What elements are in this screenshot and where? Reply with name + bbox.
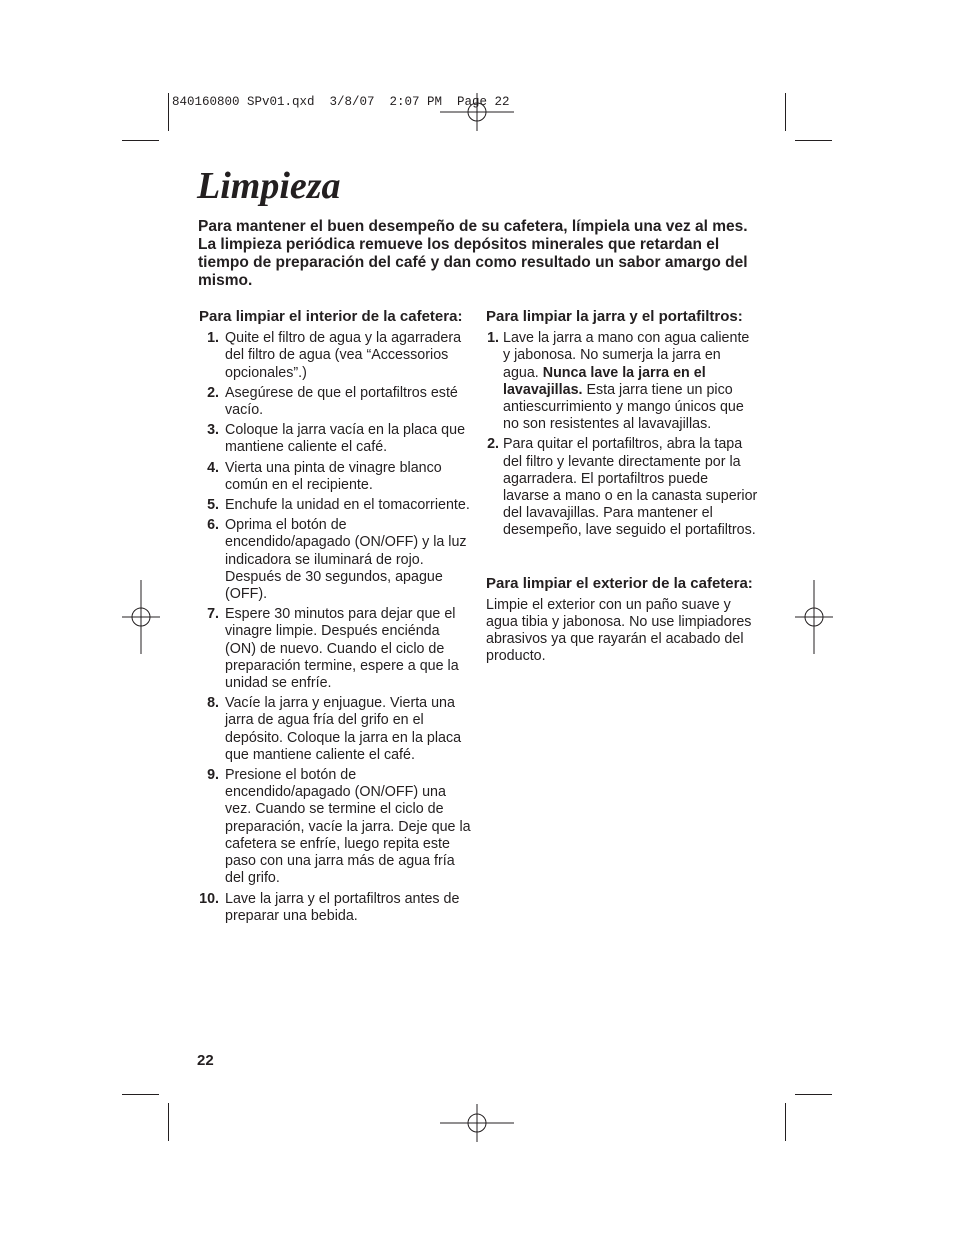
list-item [199,422,471,456]
exterior-paragraph: Limpie el exterior con un paño suave y agua tibia y jabonosa. No use limpiadores abrasivos ya que rayarán el acabado del producto. [486,596,752,665]
step-text: Lave la jarra y el portafiltros antes de preparar una bebida. [225,890,460,924]
step-number: 4. [207,459,219,476]
list-item [199,606,471,692]
list-item [199,385,471,419]
list-item [486,436,758,539]
step-text-continued: Esta jarra tiene un pico antiescurrimiento y mango únicos que no son resistentes al lavavajillas. [503,381,744,433]
intro-paragraph: Para mantener el buen desempeño de su cafetera, límpiela una vez al mes. La limpieza periódica remueve los depósitos minerales que retardan el tiempo de preparación del café y dan como resultado un sabor amargo del mismo. [198,218,748,289]
carafe-heading: Para limpiar la jarra y el portafiltros: [486,308,743,325]
step-number: 2. [207,384,219,401]
crop-mark-bottom-left-horizontal [122,1094,159,1095]
step-text: Para quitar el portafiltros, abra la tapa del filtro y levante directamente por la agarradera. El portafiltros puede lavarse a mano o en la canasta superior del lavavajillas. Para mantener el desempeño, lave seguido el portafiltros. [503,436,758,539]
list-item [199,460,471,494]
list-item [199,891,471,925]
list-item [199,497,471,514]
list-item [199,767,471,887]
exterior-cleaning-section [486,575,758,666]
crop-mark-top-right-horizontal [795,140,832,141]
carafe-steps-list [486,330,758,539]
registration-mark-right-icon [795,580,833,654]
registration-mark-top-icon [440,93,514,131]
carafe-cleaning-section [486,308,758,666]
step-text: Quite el filtro de agua y la agarradera del filtro de agua (vea “Accessorios opcionales”.) [225,330,462,381]
print-slug-line: 840160800 SPv01.qxd 3/8/07 2:07 PM Page 22 [172,95,510,109]
crop-mark-top-left-horizontal [122,140,159,141]
list-item [486,330,758,433]
step-text: Presione el botón de encendido/apagado (ON/OFF) una vez. Cuando se termine el ciclo de preparación, vacíe la jarra. Deje que la cafetera se enfríe, luego repita este paso con una jarra más de agua fría del grifo. [225,767,471,887]
step-number: 9. [207,767,219,784]
step-text: Oprima el botón de encendido/apagado (ON/OFF) y la luz indicadora se iluminará de rojo. Después de 30 segundos, apague (OFF). [225,517,467,603]
step-number: 3. [207,422,219,439]
registration-mark-bottom-icon [440,1104,514,1142]
step-text: Espere 30 minutos para dejar que el vinagre limpie. Después enciénda (ON) de nuevo. Cuando el ciclo de preparación termine, espere a que la unidad se enfríe. [225,606,459,692]
step-number: 7. [207,606,219,623]
step-text: Asegúrese de que el portafiltros esté vacío. [225,384,458,419]
step-text: Lave la jarra a mano con agua caliente y jabonosa. No sumerja la jarra en agua. [503,330,750,381]
step-number: 10. [199,890,219,907]
interior-steps-list [199,330,471,925]
crop-mark-top-left-vertical [168,93,169,131]
crop-mark-bottom-left-vertical [168,1103,169,1141]
page-number: 22 [197,1052,214,1069]
warning-text: Nunca lave la jarra en el lavavajillas. [503,364,706,398]
step-text: Vierta una pinta de vinagre blanco común en el recipiente. [225,459,442,493]
crop-mark-bottom-right-horizontal [795,1094,832,1095]
list-item [199,695,471,764]
step-number: 5. [207,497,219,514]
crop-mark-bottom-right-vertical [785,1103,786,1141]
interior-cleaning-section [199,308,471,928]
step-text: Enchufe la unidad en el tomacorriente. [225,497,470,514]
step-number: 2. [487,436,499,453]
list-item [199,330,471,382]
step-number: 1. [207,330,219,347]
registration-mark-left-icon [122,580,160,654]
step-text: Coloque la jarra vacía en la placa que mantiene caliente el café. [225,422,466,456]
crop-mark-top-right-vertical [785,93,786,131]
list-item [199,517,471,603]
step-number: 8. [207,695,219,712]
step-text: Vacíe la jarra y enjuague. Vierta una jarra de agua fría del grifo en el depósito. Coloque la jarra en la placa que mantiene caliente el café. [225,695,462,763]
step-number: 1. [487,330,499,347]
step-number: 6. [207,517,219,534]
interior-heading: Para limpiar el interior de la cafetera: [199,308,463,325]
exterior-heading: Para limpiar el exterior de la cafetera: [486,574,753,592]
page-title: Limpieza [197,165,341,207]
